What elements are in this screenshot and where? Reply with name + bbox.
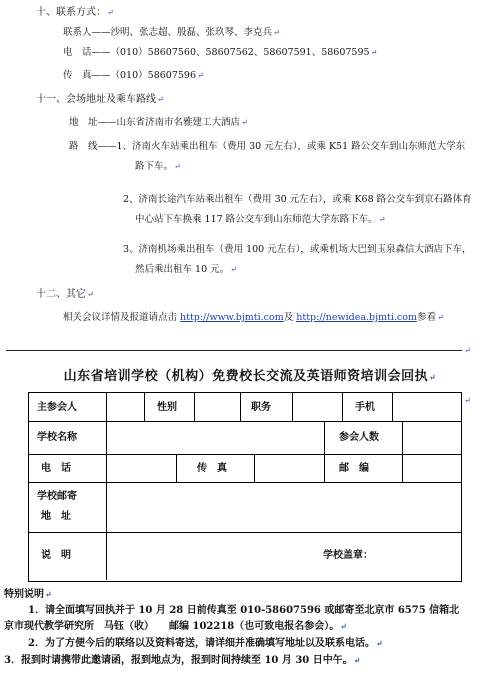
mobile-field[interactable] bbox=[393, 393, 461, 421]
note-1-line-2: 京市现代教学研究所 马钰（收） 邮编 102218（也可致电报名参会）。↵ bbox=[4, 621, 347, 632]
mailing-address-label: 学校邮寄 bbox=[37, 491, 77, 502]
contact-label: 联系人—— bbox=[63, 27, 111, 38]
phone-field[interactable] bbox=[107, 454, 177, 482]
note-1-line-1: 1．请全面填写回执并于 10 月 28 日前传真至 010-58607596 或邮寄至北京市 6575 信箱北 bbox=[28, 605, 460, 616]
gender-field[interactable] bbox=[195, 393, 241, 421]
route-3-line-2: 然后乘出租车 10 元。↵ bbox=[135, 264, 237, 275]
route-label: 路 线—— bbox=[69, 141, 117, 152]
form-row-contact bbox=[29, 454, 461, 483]
position-label: 职务 bbox=[251, 402, 271, 413]
route-1-line-1: 路 线——1、济南火车站乘出租车（费用 30 元左右），或乘 K51 路公交车到山东师范大学东 bbox=[69, 141, 466, 152]
paragraph-mark-icon: ↵ bbox=[107, 8, 114, 17]
route-3-line-1: 3、济南机场乘出租车（费用 100 元左右），或乘机场大巴到玉泉森信大酒店下车， bbox=[123, 244, 472, 255]
phone-label-cell: 电 话 bbox=[41, 463, 71, 474]
mailing-address-field[interactable] bbox=[107, 482, 461, 532]
fax-field[interactable] bbox=[255, 454, 325, 482]
separator-line bbox=[6, 350, 462, 351]
section-12-heading: 十二、其它↵ bbox=[36, 289, 94, 300]
website-link[interactable]: http://www.bjmti.com bbox=[180, 312, 284, 323]
attendee-count-label: 参会人数 bbox=[339, 432, 379, 443]
contact-value: 沙明、张志超、殷磊、张玖琴、李克兵 bbox=[110, 27, 273, 38]
postcode-label: 邮 编 bbox=[339, 463, 369, 474]
paragraph-mark-icon: ↵ bbox=[464, 346, 471, 355]
fax-line: 传 真——（010）58607596↵ bbox=[63, 70, 204, 81]
fax-value: （010）58607596 bbox=[110, 70, 197, 81]
fax-label: 传 真—— bbox=[63, 70, 111, 81]
position-field[interactable] bbox=[293, 393, 343, 421]
registration-form-table bbox=[28, 392, 462, 582]
section-10-heading: 十、联系方式：↵ bbox=[36, 7, 114, 18]
note-3: 3．报到时请携带此邀请函，报到地点为，报到时间持续至 10 月 30 日中午。↵ bbox=[4, 655, 361, 666]
postcode-field[interactable] bbox=[403, 454, 461, 482]
newidea-link[interactable]: http://newidea.bjmti.com bbox=[296, 312, 417, 323]
school-seal-label: 学校盖章： bbox=[323, 550, 373, 561]
fax-label-cell: 传 真 bbox=[197, 463, 227, 474]
route-1-line-2: 路下车。↵ bbox=[135, 161, 181, 172]
other-info-line: 相关会议详情及报道请点击 http://www.bjmti.com及 http://newidea.bjmti.com参看↵ bbox=[63, 312, 444, 323]
route-2-line-2: 中心站下车换乘 117 路公交车到山东师范大学东路下车。↵ bbox=[135, 214, 386, 225]
main-attendee-label: 主参会人 bbox=[37, 402, 77, 413]
address-value: 山东省济南市名雅建工大酒店 bbox=[116, 117, 241, 128]
address-label-cell: 地 址 bbox=[41, 511, 71, 522]
form-row-remarks bbox=[29, 532, 461, 580]
remarks-field[interactable] bbox=[107, 532, 461, 580]
attendee-count-field[interactable] bbox=[403, 421, 461, 454]
phone-label: 电 话—— bbox=[63, 47, 111, 58]
contact-persons-line: 联系人——沙明、张志超、殷磊、张玖琴、李克兵↵ bbox=[63, 27, 280, 38]
form-row-school bbox=[29, 421, 461, 455]
route-2-line-1: 2、济南长途汽车站乘出租车（费用 30 元左右），或乘 K68 路公交车到京石路体育 bbox=[123, 194, 472, 205]
school-name-field[interactable] bbox=[107, 421, 325, 454]
address-label: 地 址—— bbox=[69, 117, 117, 128]
note-2: 2．为了方便今后的联络以及资料寄送，请详细并准确填写地址以及联系电话。↵ bbox=[28, 638, 383, 649]
form-row-attendee bbox=[29, 393, 461, 422]
phone-value: （010）58607560、58607562、58607591、58607595 bbox=[110, 47, 370, 58]
notes-heading: 特别说明↵ bbox=[4, 589, 52, 600]
form-row-address bbox=[29, 482, 461, 533]
paragraph-mark-icon: ↵ bbox=[464, 396, 471, 405]
section-11-heading: 十一、会场地址及乘车路线↵ bbox=[36, 94, 164, 105]
address-line: 地 址——山东省济南市名雅建工大酒店↵ bbox=[69, 117, 248, 128]
form-title: 山东省培训学校（机构）免费校长交流及英语师资培训会回执↵ bbox=[63, 369, 437, 384]
mobile-label: 手机 bbox=[355, 402, 375, 413]
phone-line: 电 话——（010）58607560、58607562、58607591、58607595↵ bbox=[63, 47, 378, 58]
gender-label: 性别 bbox=[157, 402, 177, 413]
main-attendee-field[interactable] bbox=[107, 393, 145, 421]
remarks-label: 说 明 bbox=[41, 550, 71, 561]
school-name-label: 学校名称 bbox=[37, 432, 77, 443]
